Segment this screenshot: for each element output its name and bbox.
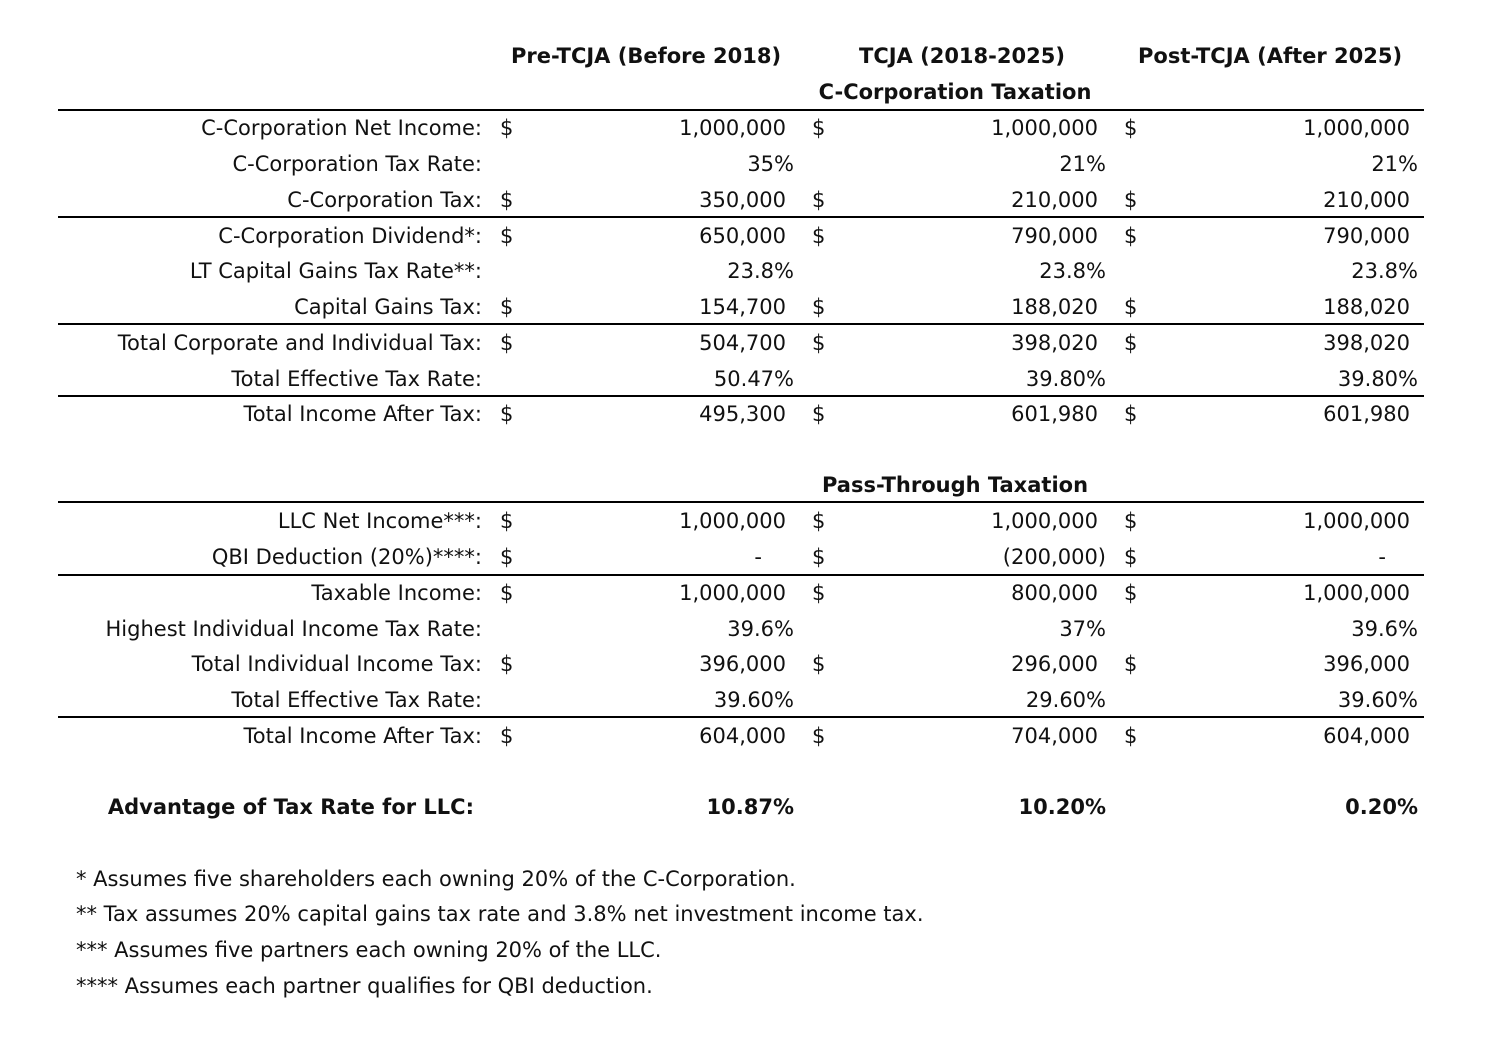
cell-value: 1,000,000 xyxy=(679,509,786,533)
cell-value: 39.6% xyxy=(1351,617,1418,641)
cell-value: 37% xyxy=(1059,617,1106,641)
dollar-sign: $ xyxy=(812,545,826,569)
cell-value: 50.47% xyxy=(713,367,794,391)
dollar-sign: $ xyxy=(812,581,826,605)
cell-value: 39.6% xyxy=(727,617,794,641)
column-header-post-tcja: Post-TCJA (After 2025) xyxy=(1138,44,1403,68)
cell-value: 1,000,000 xyxy=(1303,581,1410,605)
dollar-sign: $ xyxy=(812,402,826,426)
row-label: Total Effective Tax Rate: xyxy=(231,367,482,391)
dollar-sign: $ xyxy=(500,331,514,355)
cell-value: 10.87% xyxy=(706,795,794,819)
cell-value: 504,700 xyxy=(699,331,786,355)
cell-value: 604,000 xyxy=(699,724,786,748)
cell-value: 188,020 xyxy=(1011,295,1098,319)
dollar-sign: $ xyxy=(1124,545,1138,569)
dollar-sign: $ xyxy=(1124,509,1138,533)
row-label: Total Individual Income Tax: xyxy=(191,652,482,676)
cell-value: 39.80% xyxy=(1337,367,1418,391)
cell-value: 39.60% xyxy=(1337,688,1418,712)
dollar-sign: $ xyxy=(500,581,514,605)
cell-value: 0.20% xyxy=(1345,795,1418,819)
cell-value: 398,020 xyxy=(1011,331,1098,355)
cell-value: 188,020 xyxy=(1323,295,1410,319)
table-row xyxy=(0,253,1502,289)
cell-value: 29.60% xyxy=(1025,688,1106,712)
dollar-sign: $ xyxy=(1124,116,1138,140)
dollar-sign: $ xyxy=(500,188,514,212)
section-title-c-corporation: C-Corporation Taxation xyxy=(818,80,1092,104)
column-header-pre-tcja: Pre-TCJA (Before 2018) xyxy=(511,44,782,68)
cell-value: 210,000 xyxy=(1011,188,1098,212)
cell-value: 1,000,000 xyxy=(1303,116,1410,140)
cell-value: 601,980 xyxy=(1011,402,1098,426)
dollar-sign: $ xyxy=(812,188,826,212)
row-label: C-Corporation Tax: xyxy=(287,188,482,212)
table-row xyxy=(0,110,1502,146)
cell-value: - xyxy=(1378,545,1386,569)
dollar-sign: $ xyxy=(1124,331,1138,355)
advantage-row xyxy=(0,789,1502,825)
row-label: Total Corporate and Individual Tax: xyxy=(117,331,482,355)
cell-value: 398,020 xyxy=(1323,331,1410,355)
cell-value: 790,000 xyxy=(1011,224,1098,248)
dollar-sign: $ xyxy=(500,295,514,319)
dollar-sign: $ xyxy=(812,224,826,248)
dollar-sign: $ xyxy=(1124,295,1138,319)
row-label: LLC Net Income***: xyxy=(277,509,482,533)
footnote: ** Tax assumes 20% capital gains tax rate and 3.8% net investment income tax. xyxy=(76,902,924,926)
row-label: Total Income After Tax: xyxy=(243,724,482,748)
dollar-sign: $ xyxy=(1124,581,1138,605)
table-row xyxy=(0,539,1502,575)
row-label: Taxable Income: xyxy=(311,581,482,605)
dollar-sign: $ xyxy=(812,116,826,140)
cell-value: 1,000,000 xyxy=(679,116,786,140)
dollar-sign: $ xyxy=(812,295,826,319)
section-title-pass-through: Pass-Through Taxation xyxy=(821,473,1089,497)
cell-value: 495,300 xyxy=(699,402,786,426)
table-row xyxy=(0,218,1502,254)
cell-value: 39.80% xyxy=(1025,367,1106,391)
cell-value: 350,000 xyxy=(699,188,786,212)
table-row xyxy=(0,325,1502,361)
table-row xyxy=(0,718,1502,754)
cell-value: 154,700 xyxy=(699,295,786,319)
dollar-sign: $ xyxy=(500,509,514,533)
cell-value: (200,000) xyxy=(1002,545,1106,569)
cell-value: 790,000 xyxy=(1323,224,1410,248)
cell-value: 23.8% xyxy=(727,259,794,283)
row-label: Capital Gains Tax: xyxy=(294,295,482,319)
table-row xyxy=(0,182,1502,218)
table-row xyxy=(0,503,1502,539)
dollar-sign: $ xyxy=(812,509,826,533)
column-header-tcja: TCJA (2018-2025) xyxy=(859,44,1065,68)
footnote: * Assumes five shareholders each owning 20% of the C-Corporation. xyxy=(76,867,796,891)
cell-value: 1,000,000 xyxy=(991,116,1098,140)
row-label: Highest Individual Income Tax Rate: xyxy=(105,617,482,641)
row-label: C-Corporation Net Income: xyxy=(201,116,482,140)
cell-value: 23.8% xyxy=(1351,259,1418,283)
cell-value: 704,000 xyxy=(1011,724,1098,748)
cell-value: 21% xyxy=(1371,152,1418,176)
cell-value: 1,000,000 xyxy=(1303,509,1410,533)
table-row xyxy=(0,575,1502,611)
dollar-sign: $ xyxy=(812,331,826,355)
row-label: Total Effective Tax Rate: xyxy=(231,688,482,712)
cell-value: 10.20% xyxy=(1018,795,1106,819)
dollar-sign: $ xyxy=(500,724,514,748)
table-row xyxy=(0,289,1502,325)
table-row xyxy=(0,646,1502,682)
dollar-sign: $ xyxy=(500,545,514,569)
dollar-sign: $ xyxy=(500,402,514,426)
dollar-sign: $ xyxy=(1124,402,1138,426)
row-label: C-Corporation Dividend*: xyxy=(218,224,482,248)
cell-value: 210,000 xyxy=(1323,188,1410,212)
table-row xyxy=(0,146,1502,182)
cell-value: 396,000 xyxy=(699,652,786,676)
footnote: **** Assumes each partner qualifies for QBI deduction. xyxy=(76,974,653,998)
table-row xyxy=(0,396,1502,432)
row-label: Total Income After Tax: xyxy=(243,402,482,426)
table-row xyxy=(0,361,1502,397)
cell-value: 296,000 xyxy=(1011,652,1098,676)
dollar-sign: $ xyxy=(1124,652,1138,676)
dollar-sign: $ xyxy=(500,224,514,248)
row-label: Advantage of Tax Rate for LLC: xyxy=(107,795,474,819)
cell-value: 23.8% xyxy=(1039,259,1106,283)
table-row xyxy=(0,682,1502,718)
row-label: QBI Deduction (20%)****: xyxy=(211,545,482,569)
footnote: *** Assumes five partners each owning 20% of the LLC. xyxy=(76,938,662,962)
row-label: LT Capital Gains Tax Rate**: xyxy=(189,259,482,283)
table-row xyxy=(0,611,1502,647)
cell-value: 650,000 xyxy=(699,224,786,248)
cell-value: 601,980 xyxy=(1323,402,1410,426)
dollar-sign: $ xyxy=(1124,188,1138,212)
cell-value: 396,000 xyxy=(1323,652,1410,676)
cell-value: 604,000 xyxy=(1323,724,1410,748)
cell-value: - xyxy=(754,545,762,569)
cell-value: 39.60% xyxy=(713,688,794,712)
cell-value: 35% xyxy=(747,152,794,176)
dollar-sign: $ xyxy=(500,116,514,140)
dollar-sign: $ xyxy=(500,652,514,676)
cell-value: 1,000,000 xyxy=(679,581,786,605)
cell-value: 21% xyxy=(1059,152,1106,176)
row-label: C-Corporation Tax Rate: xyxy=(232,152,482,176)
cell-value: 1,000,000 xyxy=(991,509,1098,533)
dollar-sign: $ xyxy=(812,652,826,676)
dollar-sign: $ xyxy=(1124,224,1138,248)
cell-value: 800,000 xyxy=(1011,581,1098,605)
dollar-sign: $ xyxy=(1124,724,1138,748)
dollar-sign: $ xyxy=(812,724,826,748)
